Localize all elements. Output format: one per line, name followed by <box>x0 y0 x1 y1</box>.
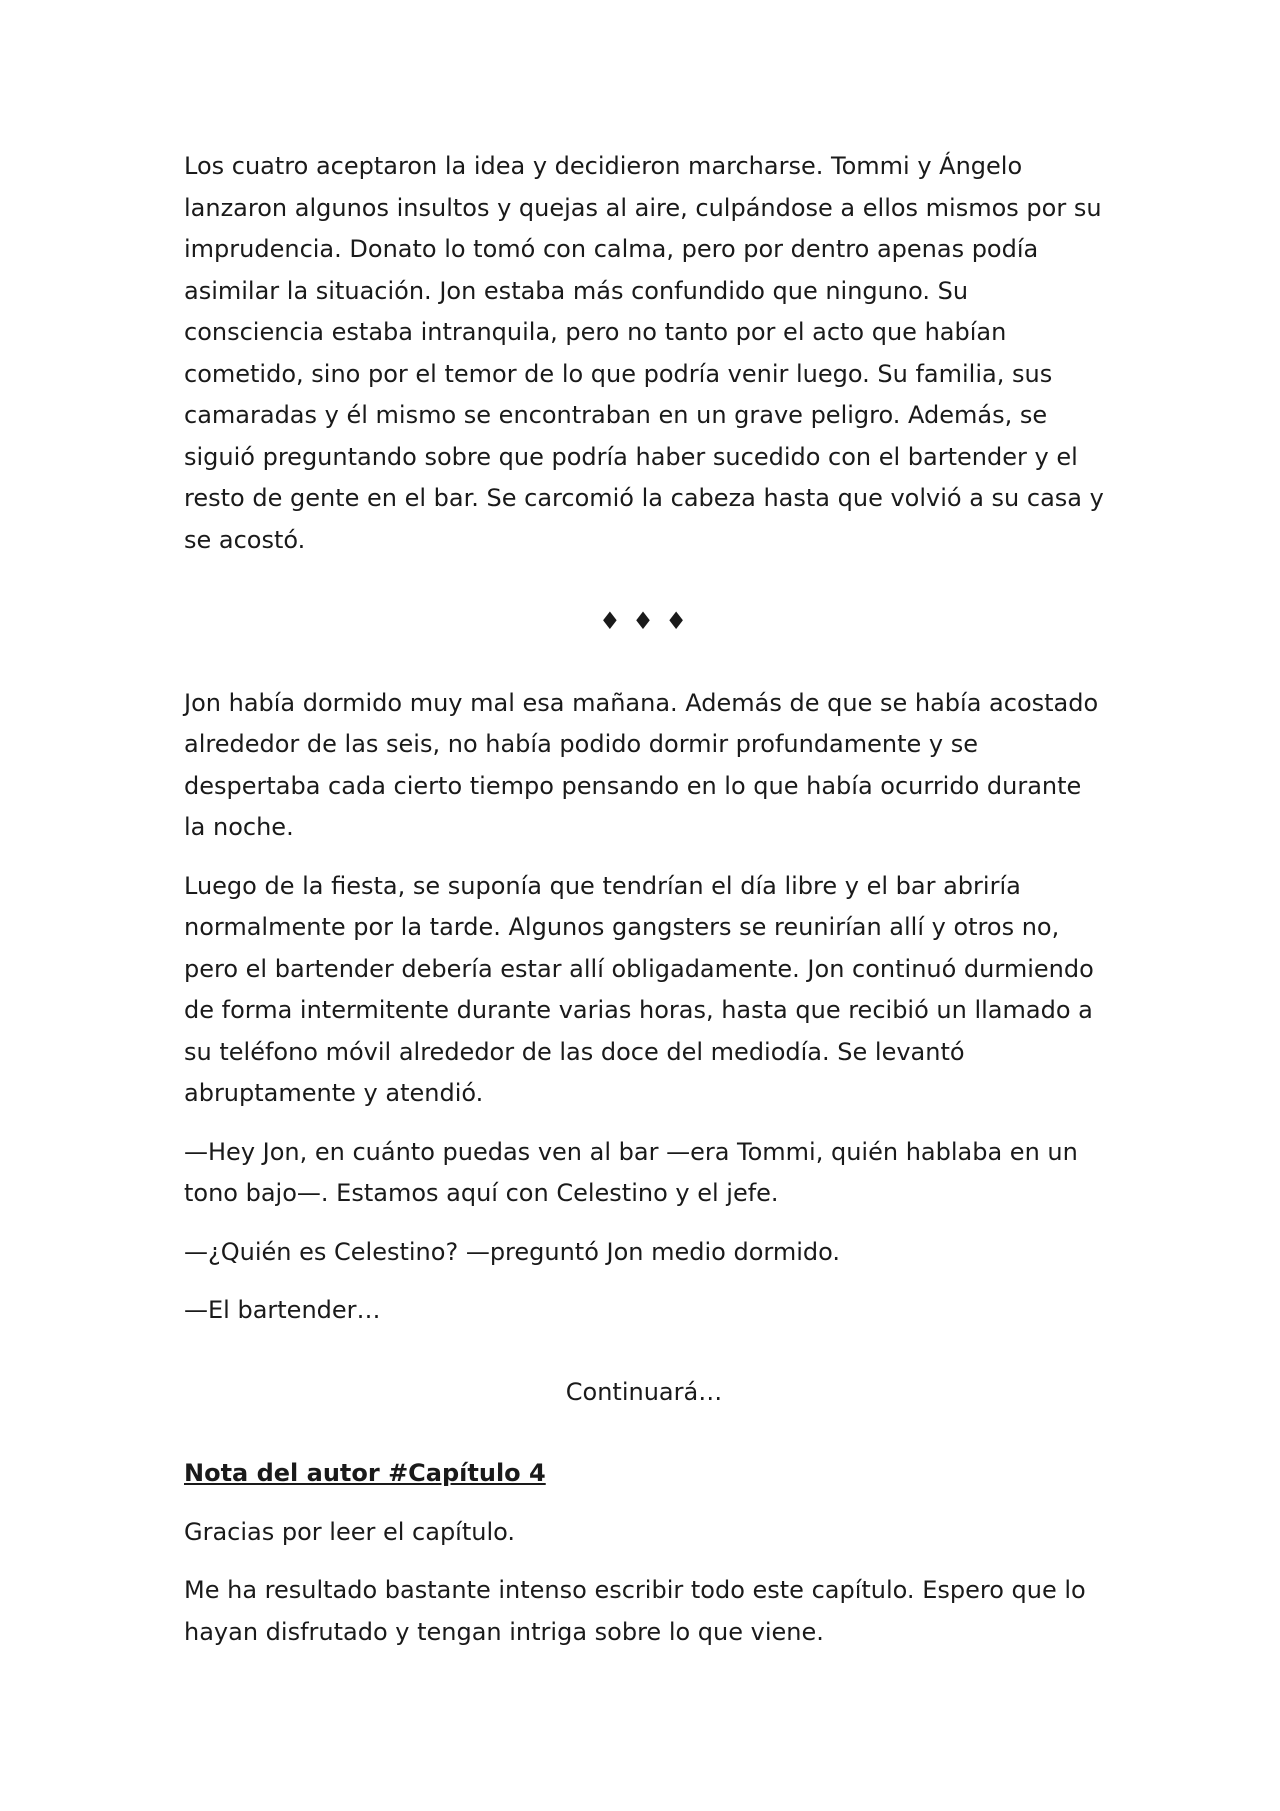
section-separator: ♦ ♦ ♦ <box>599 607 689 635</box>
paragraph: Los cuatro aceptaron la idea y decidieron marcharse. Tommi y Ángelo lanzaron algunos insultos y quejas al aire, culpándose a ellos mismos por su imprudencia. Donato lo tomó con calma, pero por dentro apenas podía asimilar la situación. Jon estaba más confundido que ninguno. Su consciencia estaba intranquila, pero no tanto por el acto que habían cometido, sino por el temor de lo que podría venir luego. Su familia, sus camaradas y él mismo se encontraban en un grave peligro. Además, se siguió preguntando sobre que podría haber sucedido con el bartender y el resto de gente en el bar. Se carcomió la cabeza hasta que volvió a su casa y se acostó. <box>184 152 1104 554</box>
paragraph: Jon había dormido muy mal esa mañana. Además de que se había acostado alrededor de las seis, no había podido dormir profundamente y se despertaba cada cierto tiempo pensando en lo que había ocurrido durante la noche. <box>184 688 1099 841</box>
dialogue-line: —El bartender… <box>184 1296 381 1324</box>
dialogue-line: —¿Quién es Celestino? —preguntó Jon medio dormido. <box>184 1237 841 1266</box>
document-page <box>184 146 1104 1653</box>
author-note-paragraph: Gracias por leer el capítulo. <box>184 1517 516 1546</box>
author-note-title: Nota del autor #Capítulo 4 <box>184 1459 546 1487</box>
author-note-paragraph: Me ha resultado bastante intenso escribir todo este capítulo. Espero que lo hayan disfrutado y tengan intriga sobre lo que viene. <box>184 1576 1086 1646</box>
dialogue-line: —Hey Jon, en cuánto puedas ven al bar —era Tommi, quién hablaba en un tono bajo—. Estamos aquí con Celestino y el jefe. <box>184 1137 1078 1207</box>
continued-marker: Continuará… <box>565 1377 723 1406</box>
paragraph: Luego de la fiesta, se suponía que tendrían el día libre y el bar abriría normalmente por la tarde. Algunos gangsters se reunirían allí y otros no, pero el bartender debería estar allí obligadamente. Jon continuó durmiendo de forma intermitente durante varias horas, hasta que recibió un llamado a su teléfono móvil alrededor de las doce del mediodía. Se levantó abruptamente y atendió. <box>184 871 1094 1107</box>
